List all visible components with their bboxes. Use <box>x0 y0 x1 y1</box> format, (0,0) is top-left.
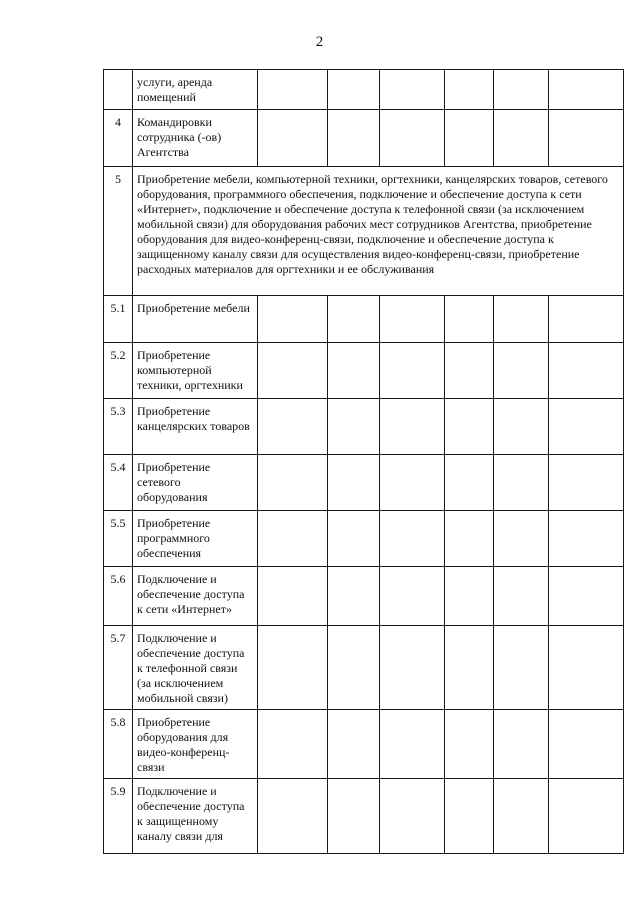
empty-cell <box>549 296 624 343</box>
empty-cell <box>328 399 380 455</box>
empty-cell <box>328 779 380 854</box>
empty-cell <box>328 455 380 511</box>
table-row <box>104 779 624 854</box>
row-description: Командировки сотрудника (-ов) Агентства <box>133 110 258 167</box>
table-row <box>104 110 624 167</box>
empty-cell <box>328 343 380 399</box>
empty-cell <box>445 511 494 567</box>
row-description: услуги, аренда помещений <box>133 70 258 110</box>
empty-cell <box>445 626 494 710</box>
row-number: 5 <box>104 167 133 296</box>
row-description: Приобретение мебели, компьютерной техники, оргтехники, канцелярских товаров, сетевого оборудования, программного обеспечения, подключение и обеспечение доступа к сети «Интернет», подключение и обеспечение доступа к телефонной связи (за исключением мобильной связи) для оборудования рабочих мест сотрудников Агентства, приобретение оборудования для видео-конференц-связи, подключение и обеспечение доступа к защищенному каналу связи для осуществления видео-конференц-связи, приобретение расходных материалов для оргтехники и ее обслуживания <box>133 167 624 296</box>
table-row <box>104 399 624 455</box>
empty-cell <box>549 710 624 779</box>
empty-cell <box>494 455 549 511</box>
table-row <box>104 455 624 511</box>
empty-cell <box>445 296 494 343</box>
row-description: Приобретение сетевого оборудования <box>133 455 258 511</box>
empty-cell <box>380 70 445 110</box>
empty-cell <box>258 567 328 626</box>
empty-cell <box>494 779 549 854</box>
table-row <box>104 167 624 296</box>
empty-cell <box>445 455 494 511</box>
empty-cell <box>494 399 549 455</box>
row-number: 5.4 <box>104 455 133 511</box>
empty-cell <box>549 343 624 399</box>
empty-cell <box>258 511 328 567</box>
empty-cell <box>494 710 549 779</box>
empty-cell <box>380 110 445 167</box>
empty-cell <box>549 399 624 455</box>
row-number: 5.9 <box>104 779 133 854</box>
empty-cell <box>494 110 549 167</box>
row-description: Подключение и обеспечение доступа к сети «Интернет» <box>133 567 258 626</box>
row-number: 5.1 <box>104 296 133 343</box>
row-number: 5.5 <box>104 511 133 567</box>
table-row <box>104 70 624 110</box>
empty-cell <box>258 70 328 110</box>
empty-cell <box>258 779 328 854</box>
empty-cell <box>380 399 445 455</box>
empty-cell <box>494 626 549 710</box>
table-row <box>104 626 624 710</box>
row-description: Приобретение оборудования для видео-конференц-связи <box>133 710 258 779</box>
empty-cell <box>549 110 624 167</box>
table-row <box>104 567 624 626</box>
empty-cell <box>445 70 494 110</box>
empty-cell <box>549 70 624 110</box>
empty-cell <box>380 710 445 779</box>
empty-cell <box>494 511 549 567</box>
row-number: 5.6 <box>104 567 133 626</box>
empty-cell <box>328 70 380 110</box>
empty-cell <box>328 567 380 626</box>
empty-cell <box>258 455 328 511</box>
empty-cell <box>494 70 549 110</box>
empty-cell <box>494 296 549 343</box>
empty-cell <box>380 511 445 567</box>
row-description: Приобретение канцелярских товаров <box>133 399 258 455</box>
empty-cell <box>328 626 380 710</box>
table-row <box>104 710 624 779</box>
empty-cell <box>549 511 624 567</box>
table-row <box>104 511 624 567</box>
empty-cell <box>258 343 328 399</box>
empty-cell <box>328 110 380 167</box>
row-description: Приобретение программного обеспечения <box>133 511 258 567</box>
empty-cell <box>328 710 380 779</box>
empty-cell <box>258 626 328 710</box>
empty-cell <box>258 399 328 455</box>
empty-cell <box>445 779 494 854</box>
empty-cell <box>380 567 445 626</box>
empty-cell <box>258 710 328 779</box>
empty-cell <box>494 567 549 626</box>
empty-cell <box>494 343 549 399</box>
empty-cell <box>445 567 494 626</box>
empty-cell <box>380 626 445 710</box>
row-number <box>104 70 133 110</box>
empty-cell <box>549 626 624 710</box>
empty-cell <box>445 710 494 779</box>
empty-cell <box>328 511 380 567</box>
row-description: Подключение и обеспечение доступа к защищенному каналу связи для <box>133 779 258 854</box>
budget-table <box>103 69 624 854</box>
row-description: Приобретение мебели <box>133 296 258 343</box>
table-row <box>104 296 624 343</box>
empty-cell <box>328 296 380 343</box>
row-description: Приобретение компьютерной техники, оргтехники <box>133 343 258 399</box>
empty-cell <box>258 110 328 167</box>
empty-cell <box>380 343 445 399</box>
empty-cell <box>380 296 445 343</box>
page-number: 2 <box>315 34 324 50</box>
row-description: Подключение и обеспечение доступа к телефонной связи (за исключением мобильной связи) <box>133 626 258 710</box>
empty-cell <box>445 343 494 399</box>
row-number: 5.8 <box>104 710 133 779</box>
empty-cell <box>380 455 445 511</box>
row-number: 4 <box>104 110 133 167</box>
table-row <box>104 343 624 399</box>
empty-cell <box>549 455 624 511</box>
row-number: 5.3 <box>104 399 133 455</box>
empty-cell <box>549 567 624 626</box>
row-number: 5.7 <box>104 626 133 710</box>
empty-cell <box>380 779 445 854</box>
empty-cell <box>445 399 494 455</box>
empty-cell <box>258 296 328 343</box>
empty-cell <box>445 110 494 167</box>
row-number: 5.2 <box>104 343 133 399</box>
empty-cell <box>549 779 624 854</box>
